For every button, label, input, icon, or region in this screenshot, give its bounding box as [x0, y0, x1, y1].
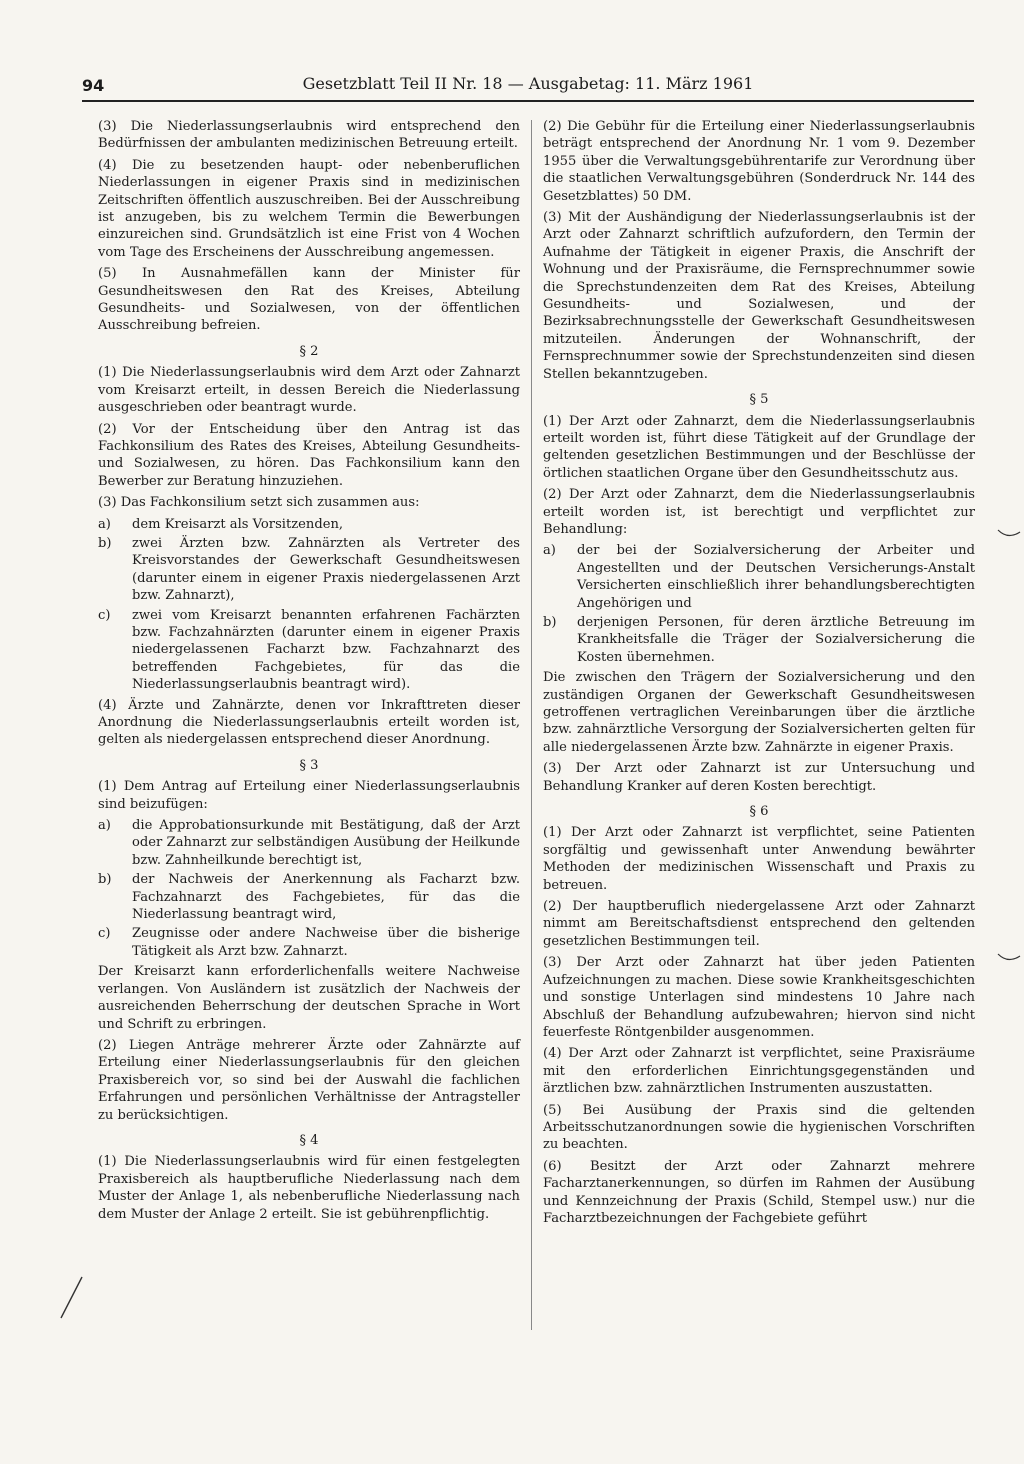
list-item-text: die Approbationsurkunde mit Bestätigung, daß der Arzt oder Zahnarzt zur selbständigen Ausübung der Heilkunde bzw. Zahnheilkunde berechtigt ist,	[132, 818, 520, 868]
list-item	[98, 516, 520, 533]
paragraph: (3) Die Niederlassungserlaubnis wird entsprechend den Bedürfnissen der ambulanten medizinischen Betreuung erteilt.	[98, 119, 520, 152]
list-item-label: b)	[98, 535, 112, 551]
paragraph: (3) Der Arzt oder Zahnarzt ist zur Untersuchung und Behandlung Kranker auf deren Kosten berechtigt.	[543, 761, 975, 794]
enumerated-list	[98, 817, 520, 960]
paragraph: (5) Bei Ausübung der Praxis sind die geltenden Arbeitsschutzanordnungen sowie die hygienischen Vorschriften zu beachten.	[543, 1102, 975, 1153]
list-item	[98, 925, 520, 960]
section-heading: § 5	[749, 392, 769, 408]
margin-tick-mark	[996, 526, 1022, 542]
section-heading: § 4	[299, 1132, 319, 1148]
margin-tick-mark	[996, 950, 1022, 966]
section-heading: § 3	[299, 757, 319, 773]
paragraph: (2) Liegen Anträge mehrerer Ärzte oder Zahnärzte auf Erteilung einer Niederlassungserlaubnis für den gleichen Praxisbereich vor, so sind bei der Auswahl die fachlichen Erfahrungen und persönlichen Verhältnisse der Antragsteller zu berücksichtigen.	[98, 1037, 520, 1123]
section-heading: § 2	[299, 343, 319, 359]
list-item-text: dem Kreisarzt als Vorsitzenden,	[132, 516, 344, 532]
paragraph: (3) Das Fachkonsilium setzt sich zusammen aus:	[98, 495, 420, 511]
paragraph: (4) Der Arzt oder Zahnarzt ist verpflichtet, seine Praxisräume mit den erforderlichen Einrichtungsgegenständen und ärztlichen bzw. zahnärztlichen Instrumenten auszustatten.	[543, 1046, 975, 1097]
paragraph: (1) Der Arzt oder Zahnarzt, dem die Niederlassungserlaubnis erteilt worden ist, führt diese Tätigkeit auf der Grundlage der geltenden gesetzlichen Bestimmungen und der Beschlüsse der örtlichen staatlichen Organe über den Gesundheitsschutz aus.	[543, 413, 975, 481]
paragraph: (4) Die zu besetzenden haupt- oder nebenberuflichen Niederlassungen in eigener Praxis sind in medizinischen Zeitschriften öffentlich auszuschreiben. Bei der Ausschreibung ist anzugeben, bis zu welchem Termin die Bewerbungen einzureichen sind. Grundsätzlich ist eine Frist von 4 Wochen vom Tage des Erscheinens der Ausschreibung angemessen.	[98, 157, 520, 260]
list-item-label: b)	[98, 872, 112, 888]
paragraph: (1) Die Niederlassungserlaubnis wird dem Arzt oder Zahnarzt vom Kreisarzt erteilt, in dessen Bereich die Niederlassung ausgeschrieben oder beantragt wurde.	[98, 365, 520, 416]
list-item-text: der bei der Sozialversicherung der Arbeiter und Angestellten und der Deutschen Versicherungs-Anstalt Versicherten einschließlich ihrer behandlungsberechtigten Angehörigen und	[577, 543, 975, 611]
page-number: 94	[82, 76, 105, 95]
list-item-label: a)	[543, 543, 556, 559]
list-item-text: der Nachweis der Anerkennung als Facharzt bzw. Fachzahnarzt des Fachgebietes, für das die Niederlassung beantragt wird,	[132, 872, 520, 923]
list-item-text: Zeugnisse oder andere Nachweise über die bisherige Tätigkeit als Arzt bzw. Zahnarzt.	[132, 926, 520, 959]
list-item	[98, 607, 520, 694]
list-item	[543, 542, 975, 612]
paragraph: Die zwischen den Trägern der Sozialversicherung und den zuständigen Organen der Gewerkschaft Gesundheitswesen getroffenen vertraglichen Vereinbarungen über die ärztliche bzw. zahnärztliche Versorgung der Sozialversicherten gelten für alle niedergelassenen Ärzte bzw. Zahnärzte in eigener Praxis.	[543, 670, 975, 755]
list-item	[98, 871, 520, 923]
paragraph: (3) Mit der Aushändigung der Niederlassungserlaubnis ist der Arzt oder Zahnarzt schriftlich aufzufordern, den Termin der Aufnahme der Tätigkeit in eigener Praxis, die Anschrift der Wohnung und der Praxisräume, die Fernsprechnummer sowie die Sprechstundenzeiten dem Rat des Kreises, Abteilung Gesundheits- und Sozialwesen, und der Bezirksabrechnungsstelle der Gewerkschaft Gesundheitswesen mitzuteilen. Änderungen der Wohnanschrift, der Fernsprechnummer sowie der Sprechstundenzeiten sind diesen Stellen bekanntzugeben.	[543, 210, 975, 382]
list-item-text: derjenigen Personen, für deren ärztliche Betreuung im Krankheitsfalle die Träger der Sozialversicherung die Kosten übernehmen.	[577, 614, 975, 665]
paragraph: (1) Dem Antrag auf Erteilung einer Niederlassungserlaubnis sind beizufügen:	[98, 779, 520, 812]
right-column	[543, 118, 975, 1334]
paragraph: (1) Der Arzt oder Zahnarzt ist verpflichtet, seine Patienten sorgfältig und gewissenhaft unter Anwendung bewährter Methoden der medizinischen Wissenschaft und Praxis zu betreuen.	[543, 825, 975, 893]
page-title: Gesetzblatt Teil II Nr. 18 — Ausgabetag: 11. März 1961	[302, 74, 754, 93]
list-item-label: b)	[543, 614, 557, 630]
page-header	[82, 74, 974, 102]
section-heading: § 6	[749, 804, 769, 820]
list-item-label: c)	[98, 607, 111, 623]
list-item-label: a)	[98, 818, 111, 834]
paragraph: (1) Die Niederlassungserlaubnis wird für einen festgelegten Praxisbereich als hauptberufliche Niederlassung nach dem Muster der Anlage 1, als nebenberufliche Niederlassung nach dem Muster der Anlage 2 erteilt. Sie ist gebührenpflichtig.	[98, 1154, 520, 1222]
list-item-text: zwei Ärzten bzw. Zahnärzten als Vertreter des Kreisvorstandes der Gewerkschaft Gesundheitswesen (darunter einem in eigener Praxis niedergelassenen Arzt bzw. Zahnarzt),	[132, 535, 520, 604]
margin-slash-mark	[58, 1274, 86, 1322]
paragraph: (2) Vor der Entscheidung über den Antrag ist das Fachkonsilium des Rates des Kreises, Abteilung Gesundheits- und Sozialwesen, zu hören. Das Fachkonsilium kann den Bewerber zur Beratung hinzuziehen.	[98, 421, 520, 489]
list-item-text: zwei vom Kreisarzt benannten erfahrenen Fachärzten bzw. Fachzahnärzten (darunter einem in eigener Praxis niedergelassenen Facharzt bzw. Fachzahnarzt des betreffenden Fachgebietes, für das die Niederlassungserlaubnis beantragt wird).	[132, 607, 520, 693]
column-divider	[531, 120, 532, 1330]
list-item-label: a)	[98, 516, 111, 532]
list-item-label: c)	[98, 926, 111, 942]
paragraph: (2) Der hauptberuflich niedergelassene Arzt oder Zahnarzt nimmt am Bereitschaftsdienst entsprechend den geltenden gesetzlichen Bestimmungen teil.	[543, 899, 975, 949]
list-item	[98, 817, 520, 869]
paragraph: (2) Die Gebühr für die Erteilung einer Niederlassungserlaubnis beträgt entsprechend der Anordnung Nr. 1 vom 9. Dezember 1955 über die Verwaltungsgebührentarife zur Verordnung über die staatlichen Verwaltungsgebühren (Sonderdruck Nr. 144 des Gesetzblattes) 50 DM.	[543, 119, 975, 204]
paragraph: (2) Der Arzt oder Zahnarzt, dem die Niederlassungserlaubnis erteilt worden ist, ist berechtigt und verpflichtet zur Behandlung:	[543, 487, 975, 537]
paragraph: (4) Ärzte und Zahnärzte, denen vor Inkrafttreten dieser Anordnung die Niederlassungserlaubnis erteilt worden ist, gelten als niedergelassen entsprechend dieser Anordnung.	[98, 697, 520, 748]
list-item	[543, 614, 975, 666]
list-item	[98, 535, 520, 605]
paragraph: (6) Besitzt der Arzt oder Zahnarzt mehrere Facharztanerkennungen, so dürfen im Rahmen der Ausübung und Kennzeichnung der Praxis (Schild, Stempel usw.) nur die Facharztbezeichnungen der Fachgebiete geführt	[543, 1158, 975, 1226]
paragraph: (3) Der Arzt oder Zahnarzt hat über jeden Patienten Aufzeichnungen zu machen. Diese sowie Krankheitsgeschichten und sonstige Unterlagen sind mindestens 10 Jahre nach Abschluß der Behandlung aufzubewahren; hiervon sind nicht feuerfeste Röntgenbilder ausgenommen.	[543, 955, 975, 1040]
left-column	[98, 118, 520, 1334]
paragraph: Der Kreisarzt kann erforderlichenfalls weitere Nachweise verlangen. Von Ausländern ist zusätzlich der Nachweis der ausreichenden Beherrschung der deutschen Sprache in Wort und Schrift zu erbringen.	[98, 964, 520, 1032]
paragraph: (5) In Ausnahmefällen kann der Minister für Gesundheitswesen den Rat des Kreises, Abteilung Gesundheits- und Sozialwesen, von der öffentlichen Ausschreibung befreien.	[98, 266, 520, 334]
enumerated-list	[543, 542, 975, 666]
enumerated-list	[98, 516, 520, 694]
